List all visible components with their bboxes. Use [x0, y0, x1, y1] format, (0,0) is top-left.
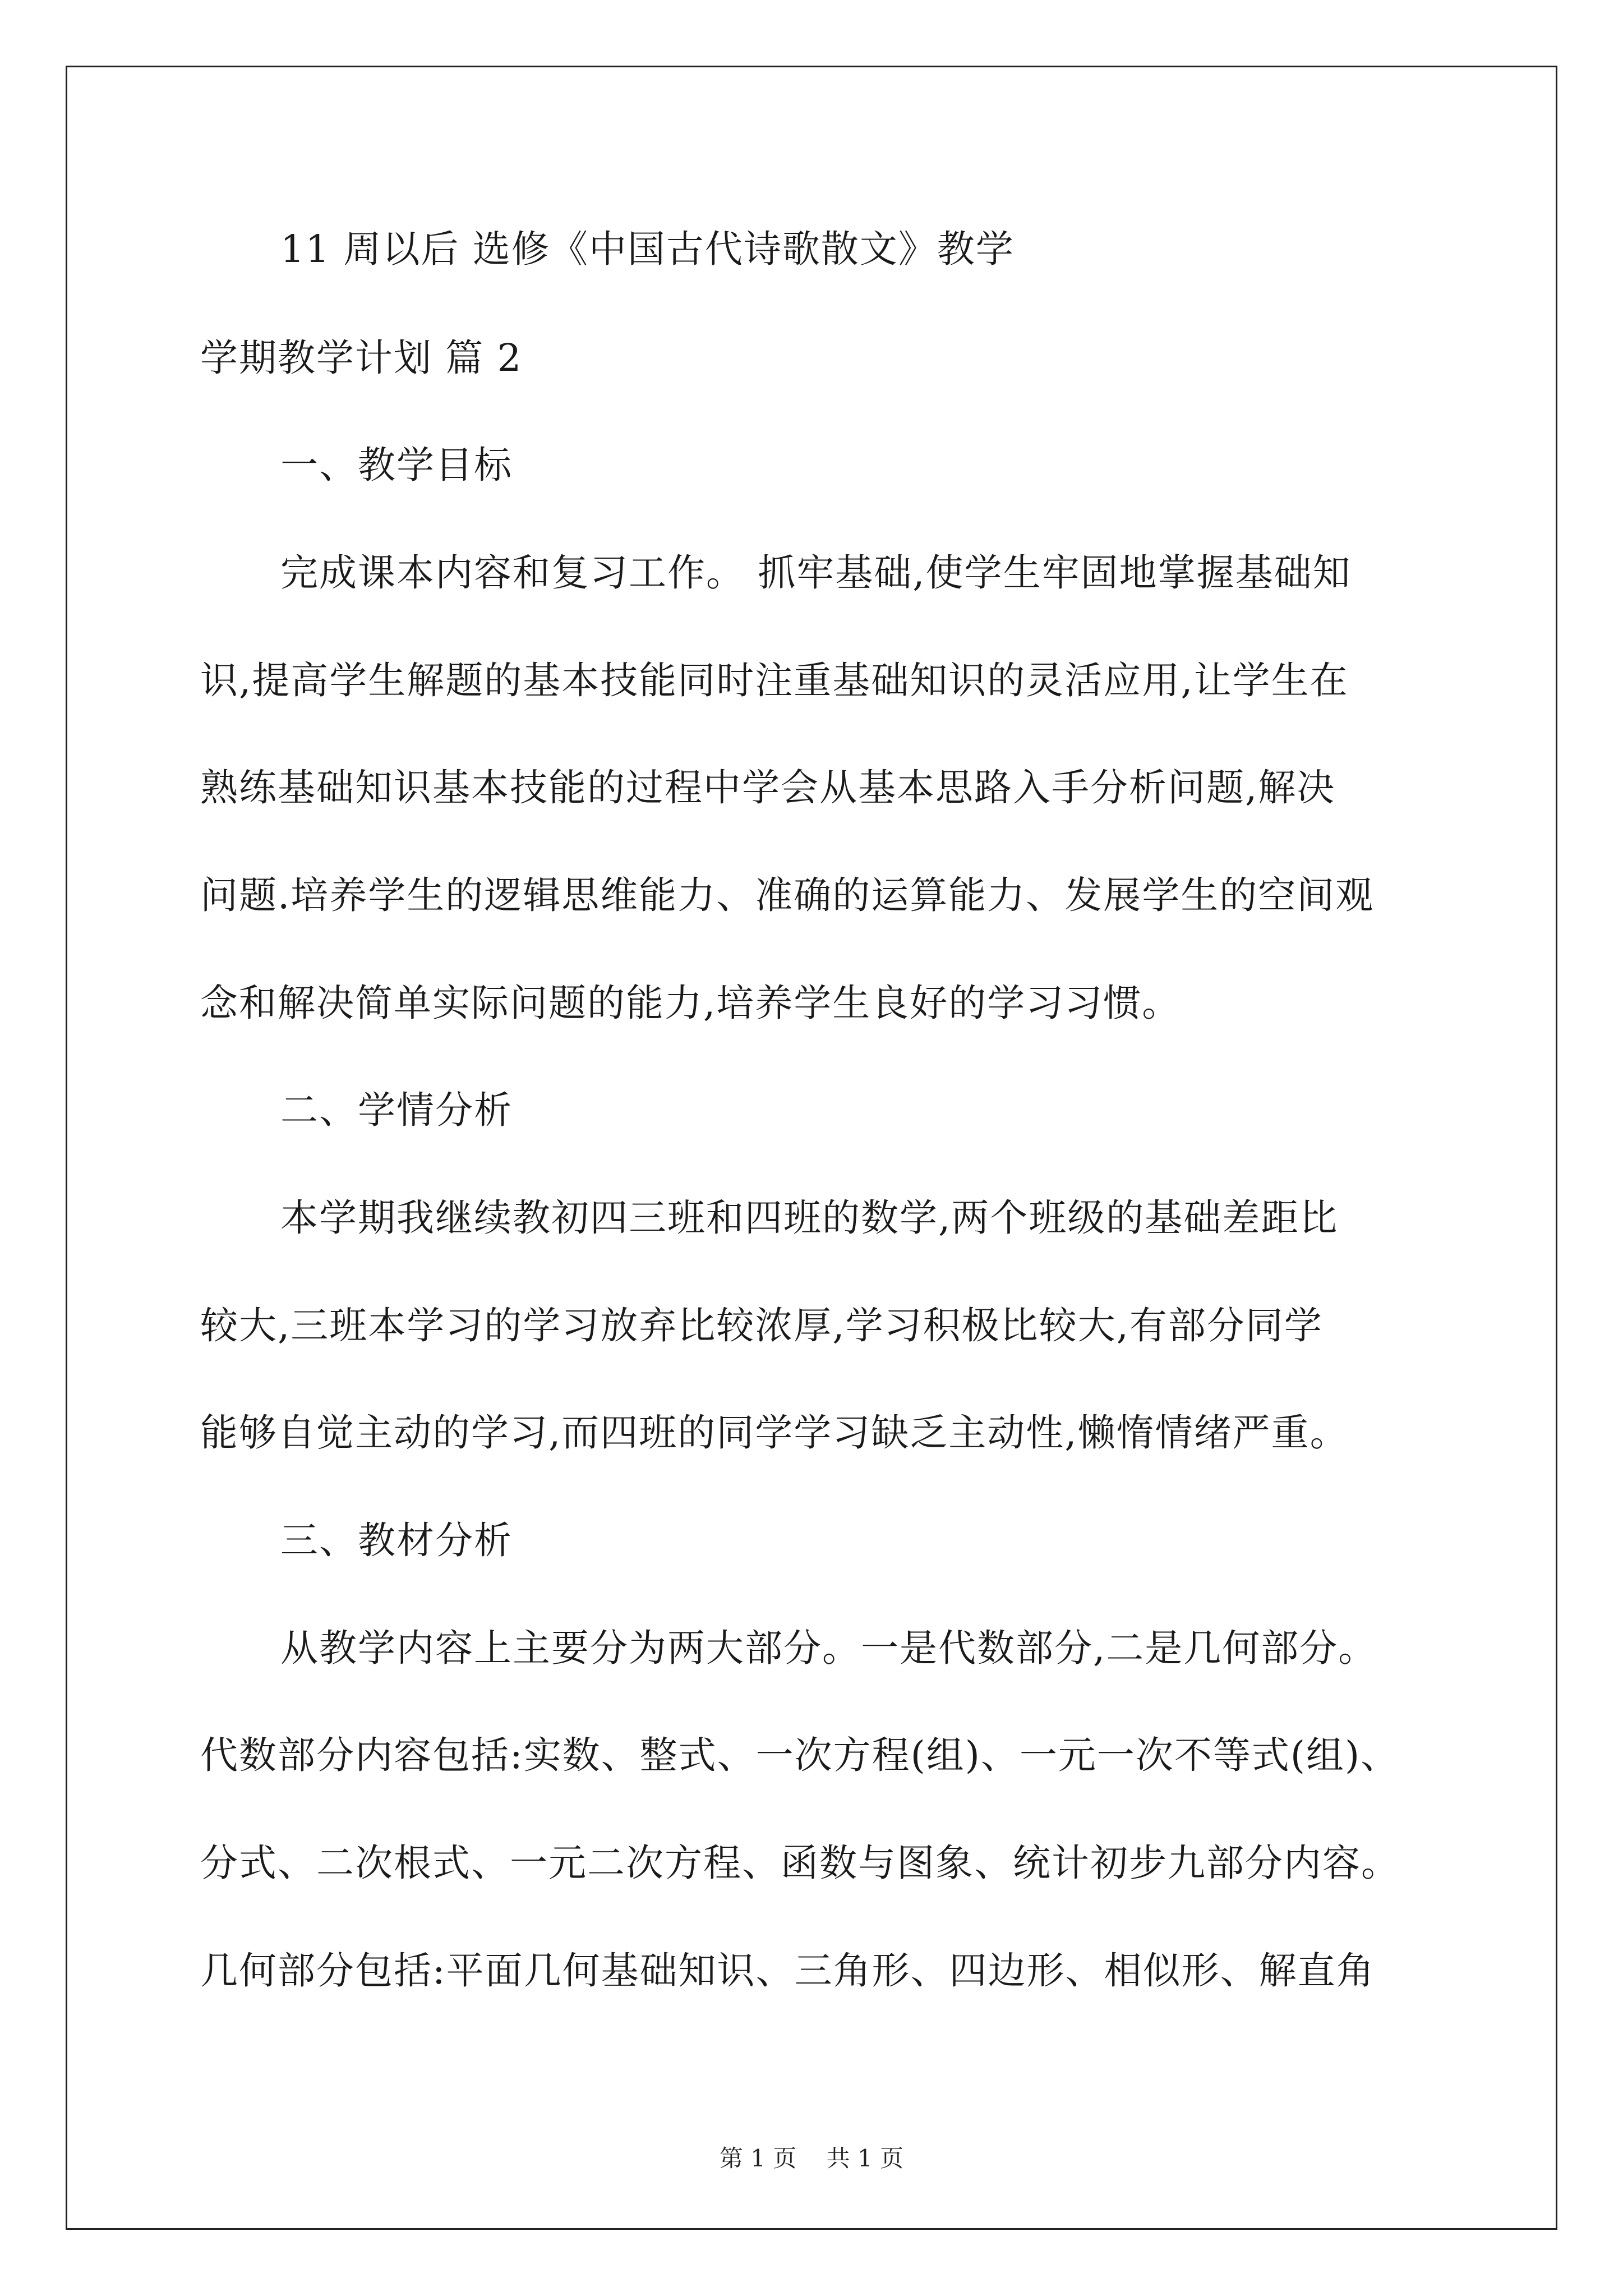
paragraph-line: 念和解决简单实际问题的能力,培养学生良好的学习习惯。	[200, 981, 1181, 1025]
paragraph-line: 本学期我继续教初四三班和四班的数学,两个班级的基础差距比	[280, 1196, 1339, 1240]
paragraph-line: 能够自觉主动的学习,而四班的同学学习缺乏主动性,懒惰情绪严重。	[200, 1411, 1349, 1455]
paragraph-line: 几何部分包括:平面几何基础知识、三角形、四边形、相似形、解直角	[200, 1949, 1375, 1993]
paragraph-line: 完成课本内容和复习工作。 抓牢基础,使学生牢固地掌握基础知	[280, 551, 1352, 595]
paragraph-line: 问题.培养学生的逻辑思维能力、准确的运算能力、发展学生的空间观	[200, 873, 1375, 917]
page-number-footer: 第 1 页 共 1 页	[719, 2145, 904, 2172]
paragraph-line: 分式、二次根式、一元二次方程、函数与图象、统计初步九部分内容。	[200, 1841, 1400, 1885]
heading-textbook-analysis: 三、教材分析	[280, 1519, 513, 1562]
section-title: 学期教学计划 篇 2	[200, 336, 523, 380]
paragraph-line: 识,提高学生解题的基本技能同时注重基础知识的灵活应用,让学生在	[200, 659, 1349, 702]
paragraph-line: 从教学内容上主要分为两大部分。一是代数部分,二是几何部分。	[280, 1626, 1377, 1670]
page-border	[66, 66, 1557, 2230]
heading-student-analysis: 二、学情分析	[280, 1088, 513, 1132]
paragraph-line: 熟练基础知识基本技能的过程中学会从基本思路入手分析问题,解决	[200, 766, 1336, 809]
heading-teaching-goals: 一、教学目标	[280, 443, 513, 487]
text-line-continuation: 11 周以后 选修《中国古代诗歌散文》教学	[280, 227, 1015, 271]
paragraph-line: 较大,三班本学习的学习放弃比较浓厚,学习积极比较大,有部分同学	[200, 1304, 1323, 1347]
paragraph-line: 代数部分内容包括:实数、整式、一次方程(组)、一元一次不等式(组)、	[200, 1733, 1400, 1777]
